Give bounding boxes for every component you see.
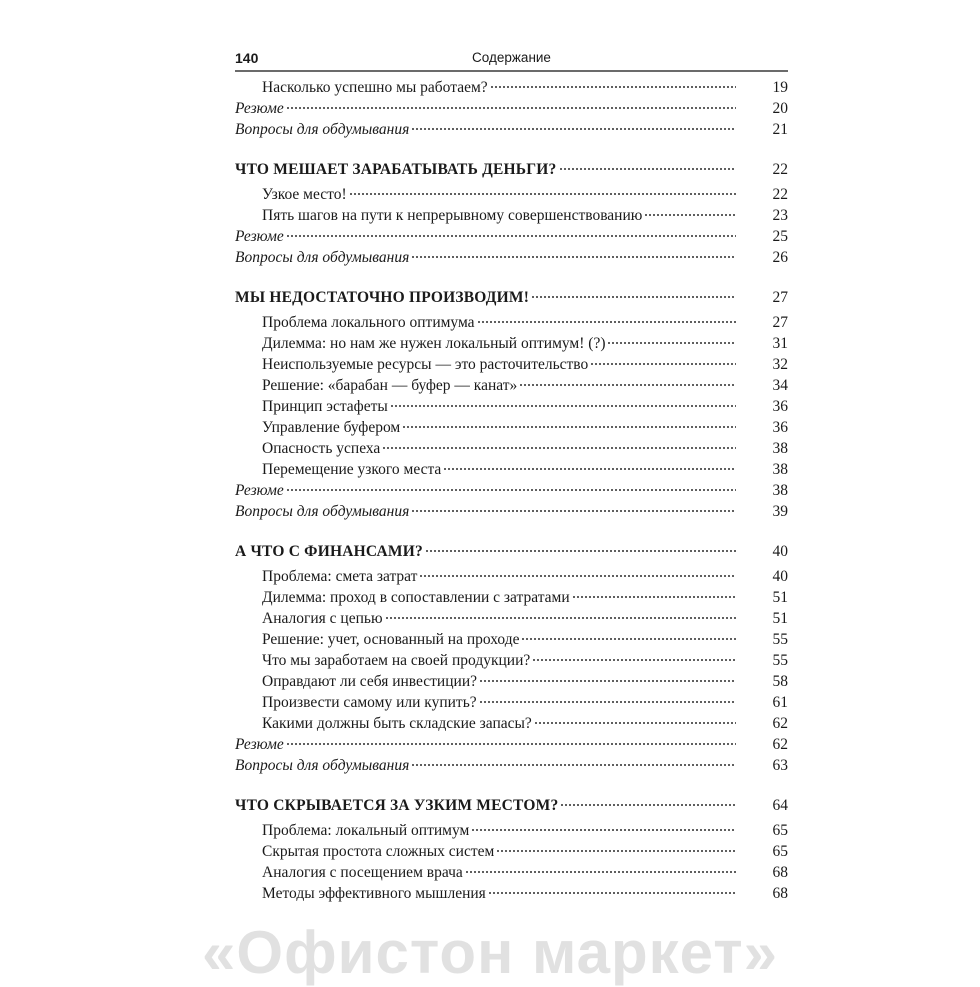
toc-entry-title: Проблема локального оптимума [262,314,475,331]
toc-entry-page: 40 [772,543,788,560]
header-rule [235,70,788,72]
toc-entry-page: 40 [772,568,788,585]
watermark: «Офистон маркет» [202,919,778,986]
dot-leader [465,860,736,874]
dot-leader [402,415,736,429]
toc-entry-title: ЧТО МЕШАЕТ ЗАРАБАТЫВАТЬ ДЕНЬГИ? [235,161,557,178]
toc-entry-title: Резюме [235,482,284,499]
toc-entry-page: 36 [772,419,788,436]
dot-leader [425,539,736,553]
toc-entry-page: 63 [772,757,788,774]
dot-leader [390,394,736,408]
toc-entry [235,862,788,883]
toc-entry-page: 32 [772,356,788,373]
dot-leader [607,331,736,345]
toc-entry-page: 68 [772,885,788,902]
toc-entry [235,438,788,459]
toc-entry-page: 62 [772,736,788,753]
toc-entry [235,713,788,734]
toc-entry-page: 38 [772,482,788,499]
toc-entry-page: 36 [772,398,788,415]
toc-entry-title: ЧТО СКРЫВАЕТСЯ ЗА УЗКИМ МЕСТОМ? [235,797,559,814]
dot-leader [349,182,736,196]
dot-leader [521,627,736,641]
toc-entry-page: 27 [772,289,788,306]
dot-leader [471,818,736,832]
toc-entry-title: Принцип эстафеты [262,398,388,415]
toc-entry [235,184,788,205]
toc-entry [235,755,788,776]
toc-entry-page: 22 [772,161,788,178]
toc-entry-title: А ЧТО С ФИНАНСАМИ? [235,543,423,560]
toc-chapter-entry [235,287,788,308]
dot-leader [479,690,736,704]
toc-entry-title: Произвести самому или купить? [262,694,477,711]
toc-entry-title: Решение: учет, основанный на проходе [262,631,520,648]
dot-leader [496,839,736,853]
dot-leader [559,157,737,171]
toc-entry-title: Резюме [235,100,284,117]
toc-entry-title: Аналогия с цепью [262,610,383,627]
toc-entry-page: 34 [772,377,788,394]
toc-entry-title: Пять шагов на пути к непрерывному совершенствованию [262,207,643,224]
toc-entry-page: 31 [772,335,788,352]
toc-entry-title: Решение: «барабан — буфер — канат» [262,377,518,394]
toc-entry [235,375,788,396]
toc-entry-page: 65 [772,843,788,860]
dot-leader [519,373,736,387]
toc-entry-page: 20 [772,100,788,117]
toc-entry-title: Дилемма: проход в сопоставлении с затратами [262,589,570,606]
toc-entry-page: 64 [772,797,788,814]
toc-entry-title: Оправдают ли себя инвестиции? [262,673,477,690]
toc-entry-title: Неиспользуемые ресурсы — это расточительство [262,356,589,373]
toc-entry [235,841,788,862]
dot-leader [590,352,736,366]
toc-entry-title: Что мы заработаем на своей продукции? [262,652,531,669]
toc-entry [235,459,788,480]
toc-entry [235,501,788,522]
toc-entry [235,734,788,755]
toc-entry [235,247,788,268]
dot-leader [488,881,736,895]
toc-entry-page: 51 [772,610,788,627]
dot-leader [532,648,736,662]
dot-leader [411,753,736,767]
toc-entry [235,480,788,501]
dot-leader [644,203,736,217]
dot-leader [572,585,736,599]
toc-entry [235,396,788,417]
toc-entry [235,354,788,375]
toc-entry [235,883,788,904]
toc-entry-page: 51 [772,589,788,606]
toc-entry-page: 26 [772,249,788,266]
toc-entry-page: 38 [772,461,788,478]
toc-entry [235,629,788,650]
toc-entry-page: 62 [772,715,788,732]
toc-entry-title: Вопросы для обдумывания [235,249,410,266]
toc-entry [235,650,788,671]
toc-entry-page: 22 [772,186,788,203]
toc-entry-page: 55 [772,652,788,669]
dot-leader [479,669,736,683]
running-title: Содержание [472,50,551,65]
toc-entry-title: Скрытая простота сложных систем [262,843,495,860]
dot-leader [286,732,736,746]
toc-entry-page: 19 [772,79,788,96]
toc-entry [235,417,788,438]
toc-chapter-entry [235,159,788,180]
toc-entry-title: Аналогия с посещением врача [262,864,463,881]
toc-entry-title: Методы эффективного мышления [262,885,486,902]
toc-entry [235,333,788,354]
dot-leader [477,310,736,324]
dot-leader [419,564,736,578]
dot-leader [385,606,736,620]
dot-leader [490,75,736,89]
dot-leader [531,285,736,299]
toc-entry [235,226,788,247]
toc-entry-page: 55 [772,631,788,648]
toc-entry [235,587,788,608]
table-of-contents [235,77,788,904]
dot-leader [286,478,736,492]
toc-entry [235,98,788,119]
toc-entry-title: Дилемма: но нам же нужен локальный оптимум! (?) [262,335,606,352]
toc-entry-page: 61 [772,694,788,711]
toc-entry [235,77,788,98]
toc-entry [235,692,788,713]
toc-entry-title: Управление буфером [262,419,401,436]
toc-entry [235,312,788,333]
toc-entry [235,608,788,629]
dot-leader [382,436,736,450]
toc-entry-title: Вопросы для обдумывания [235,757,410,774]
toc-entry [235,820,788,841]
toc-entry [235,205,788,226]
toc-entry-title: Резюме [235,228,284,245]
dot-leader [534,711,736,725]
dot-leader [286,224,736,238]
toc-entry-page: 65 [772,822,788,839]
toc-entry-title: Перемещение узкого места [262,461,442,478]
toc-entry-page: 58 [772,673,788,690]
toc-entry-title: Опасность успеха [262,440,381,457]
toc-entry-title: МЫ НЕДОСТАТОЧНО ПРОИЗВОДИМ! [235,289,530,306]
toc-entry-title: Резюме [235,736,284,753]
toc-entry-title: Проблема: локальный оптимум [262,822,470,839]
toc-entry [235,566,788,587]
page-header [235,48,788,70]
page-number: 140 [235,50,259,66]
toc-entry-title: Насколько успешно мы работаем? [262,79,488,96]
toc-entry-page: 23 [772,207,788,224]
toc-chapter-entry [235,795,788,816]
toc-entry-page: 21 [772,121,788,138]
toc-entry-title: Какими должны быть складские запасы? [262,715,532,732]
dot-leader [411,245,736,259]
dot-leader [411,117,736,131]
toc-entry [235,671,788,692]
dot-leader [286,96,736,110]
toc-entry-title: Узкое место! [262,186,347,203]
toc-entry-page: 38 [772,440,788,457]
toc-entry-title: Вопросы для обдумывания [235,121,410,138]
dot-leader [411,499,736,513]
toc-entry-page: 25 [772,228,788,245]
toc-chapter-entry [235,541,788,562]
toc-entry-title: Вопросы для обдумывания [235,503,410,520]
toc-entry-page: 68 [772,864,788,881]
toc-entry-page: 27 [772,314,788,331]
toc-entry-title: Проблема: смета затрат [262,568,418,585]
toc-entry [235,119,788,140]
toc-entry-page: 39 [772,503,788,520]
dot-leader [443,457,736,471]
dot-leader [560,793,736,807]
